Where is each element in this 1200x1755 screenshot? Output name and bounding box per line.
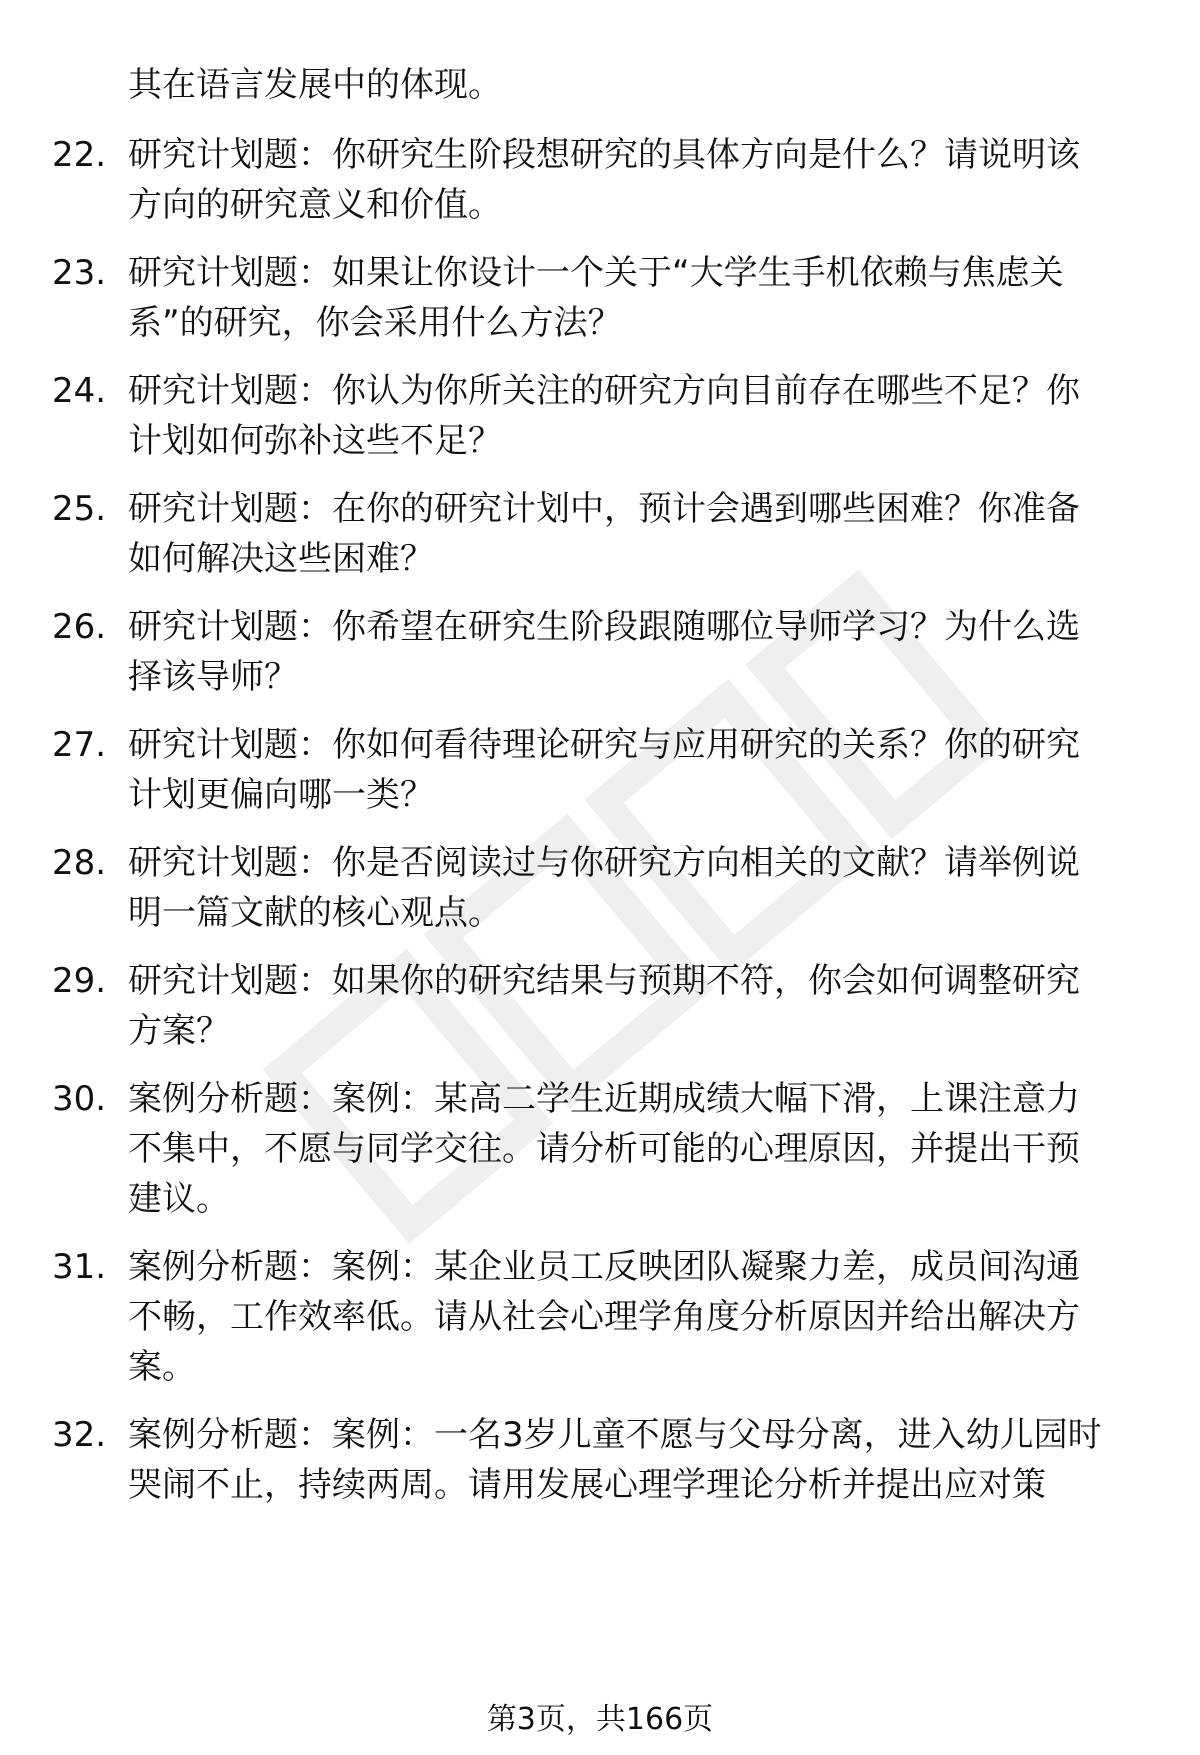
question-number: 32. (52, 1415, 107, 1455)
question-text (128, 602, 1138, 702)
question-line: 研究计划题：你希望在研究生阶段跟随哪位导师学习？为什么选 (128, 607, 1080, 647)
question-line: 不畅，工作效率低。请从社会心理学角度分析原因并给出解决方 (128, 1297, 1080, 1337)
question-line: 研究计划题：如果让你设计一个关于“大学生手机依赖与焦虑关 (128, 253, 1064, 293)
question-line: 研究计划题：你如何看待理论研究与应用研究的关系？你的研究 (128, 725, 1080, 765)
question-text (128, 130, 1138, 230)
question-number: 29. (52, 961, 107, 1001)
question-line: 不集中，不愿与同学交往。请分析可能的心理原因，并提出干预 (128, 1129, 1080, 1169)
question-number: 25. (52, 489, 107, 529)
page-footer: 第3页，共166页 (486, 1702, 714, 1737)
question-text (128, 838, 1138, 938)
question-line: 案。 (128, 1347, 196, 1387)
question-line: 方向的研究意义和价值。 (128, 185, 502, 225)
question-line: 计划更偏向哪一类？ (128, 775, 434, 815)
question-text (128, 720, 1138, 820)
question-line: 研究计划题：如果你的研究结果与预期不符，你会如何调整研究 (128, 961, 1080, 1001)
question-number: 24. (52, 371, 107, 411)
question-line: 方案？ (128, 1011, 230, 1051)
question-text (128, 248, 1138, 348)
question-number: 23. (52, 253, 107, 293)
question-line: 如何解决这些困难？ (128, 539, 434, 579)
question-number: 31. (52, 1247, 107, 1287)
question-line: 案例分析题：案例：一名3岁儿童不愿与父母分离，进入幼儿园时 (128, 1415, 1102, 1455)
question-line: 系”的研究，你会采用什么方法？ (128, 303, 622, 343)
question-line: 哭闹不止，持续两周。请用发展心理学理论分析并提出应对策 (128, 1465, 1046, 1505)
question-text (128, 484, 1138, 584)
question-number: 28. (52, 843, 107, 883)
question-number: 30. (52, 1079, 107, 1119)
question-number: 22. (52, 135, 107, 175)
continuation-text: 其在语言发展中的体现。 (128, 65, 502, 105)
question-number: 27. (52, 725, 107, 765)
question-line: 择该导师？ (128, 657, 298, 697)
question-line: 研究计划题：在你的研究计划中，预计会遇到哪些困难？你准备 (128, 489, 1080, 529)
question-line: 研究计划题：你是否阅读过与你研究方向相关的文献？请举例说 (128, 843, 1080, 883)
question-line: 研究计划题：你认为你所关注的研究方向目前存在哪些不足？你 (128, 371, 1080, 411)
question-line: 计划如何弥补这些不足？ (128, 421, 502, 461)
question-text (128, 1074, 1138, 1224)
question-text (128, 1242, 1138, 1392)
question-number: 26. (52, 607, 107, 647)
question-line: 案例分析题：案例：某高二学生近期成绩大幅下滑，上课注意力 (128, 1079, 1080, 1119)
question-line: 研究计划题：你研究生阶段想研究的具体方向是什么？请说明该 (128, 135, 1080, 175)
question-text (128, 366, 1138, 466)
question-line: 建议。 (128, 1179, 230, 1219)
question-text (128, 956, 1138, 1056)
question-line: 明一篇文献的核心观点。 (128, 893, 502, 933)
question-line: 案例分析题：案例：某企业员工反映团队凝聚力差，成员间沟通 (128, 1247, 1080, 1287)
question-text (128, 1410, 1138, 1510)
